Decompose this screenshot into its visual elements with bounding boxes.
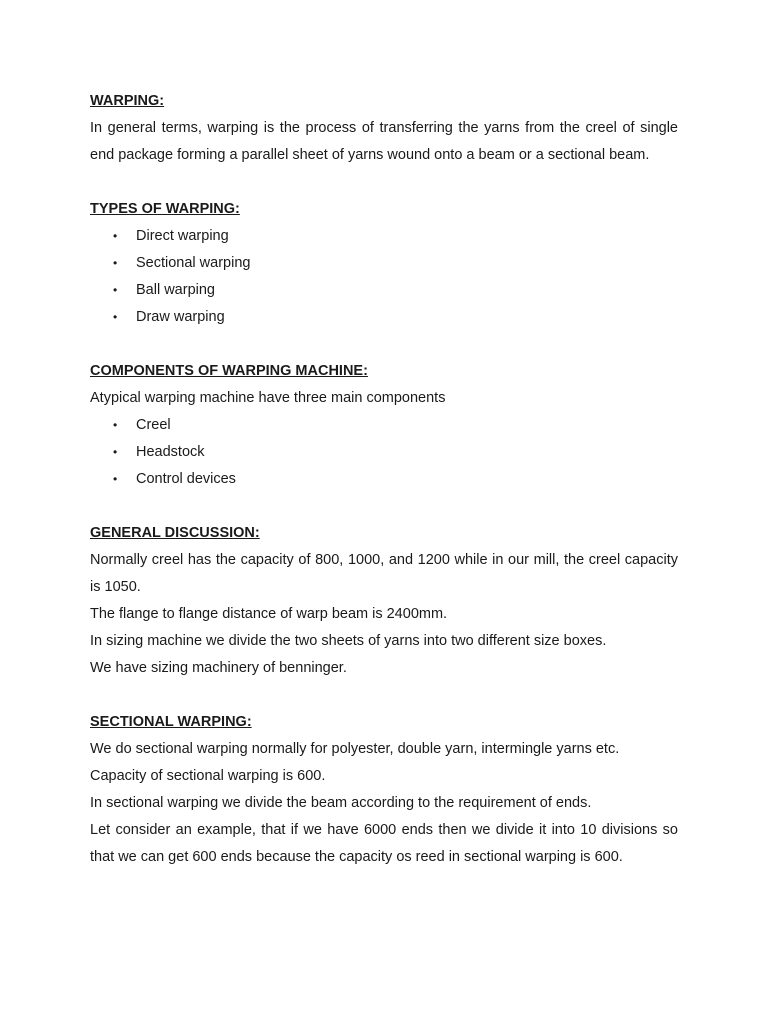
paragraph: In general terms, warping is the process of transferring the yarns from the creel of single end package forming a parallel sheet of yarns wound onto a beam or a sectional beam. [90,120,678,163]
list-item: • Control devices [90,466,678,493]
section-heading: COMPONENTS OF WARPING MACHINE: [90,363,368,379]
paragraph: We do sectional warping normally for polyester, double yarn, intermingle yarns etc. [90,741,620,757]
list-item: • Sectional warping [90,250,678,277]
paragraph: The flange to flange distance of warp beam is 2400mm. [90,606,448,622]
bullet-icon: • [113,418,118,432]
paragraph: Normally creel has the capacity of 800, 1000, and 1200 while in our mill, the creel capacity is 1050. [90,552,678,595]
section-warping [90,88,678,169]
paragraph: In sectional warping we divide the beam according to the requirement of ends. [90,795,592,811]
list-item: • Headstock [90,439,678,466]
bullet-icon: • [113,445,118,459]
section-heading: WARPING: [90,93,165,109]
bullet-icon: • [113,229,118,243]
paragraph: In sizing machine we divide the two sheets of yarns into two different size boxes. [90,633,607,649]
section-heading: TYPES OF WARPING: [90,201,240,217]
section-heading: SECTIONAL WARPING: [90,714,252,730]
bullet-icon: • [113,283,118,297]
list-item: • Creel [90,412,678,439]
paragraph: Capacity of sectional warping is 600. [90,768,326,784]
list-item: • Direct warping [90,223,678,250]
bullet-icon: • [113,310,118,324]
bullet-icon: • [113,472,118,486]
section-sectional-warping [90,709,678,871]
section-heading: GENERAL DISCUSSION: [90,525,260,541]
paragraph: We have sizing machinery of benninger. [90,660,347,676]
paragraph: Atypical warping machine have three main components [90,390,446,406]
paragraph: Let consider an example, that if we have 6000 ends then we divide it into 10 divisions so that we can get 600 ends because the capacity os reed in sectional warping is 600. [90,822,678,865]
document-page [90,88,678,871]
bullet-list [90,223,678,331]
list-item: • Draw warping [90,304,678,331]
section-components [90,358,678,493]
bullet-list [90,412,678,493]
section-general-discussion [90,520,678,682]
section-types-of-warping [90,196,678,331]
list-item: • Ball warping [90,277,678,304]
bullet-icon: • [113,256,118,270]
